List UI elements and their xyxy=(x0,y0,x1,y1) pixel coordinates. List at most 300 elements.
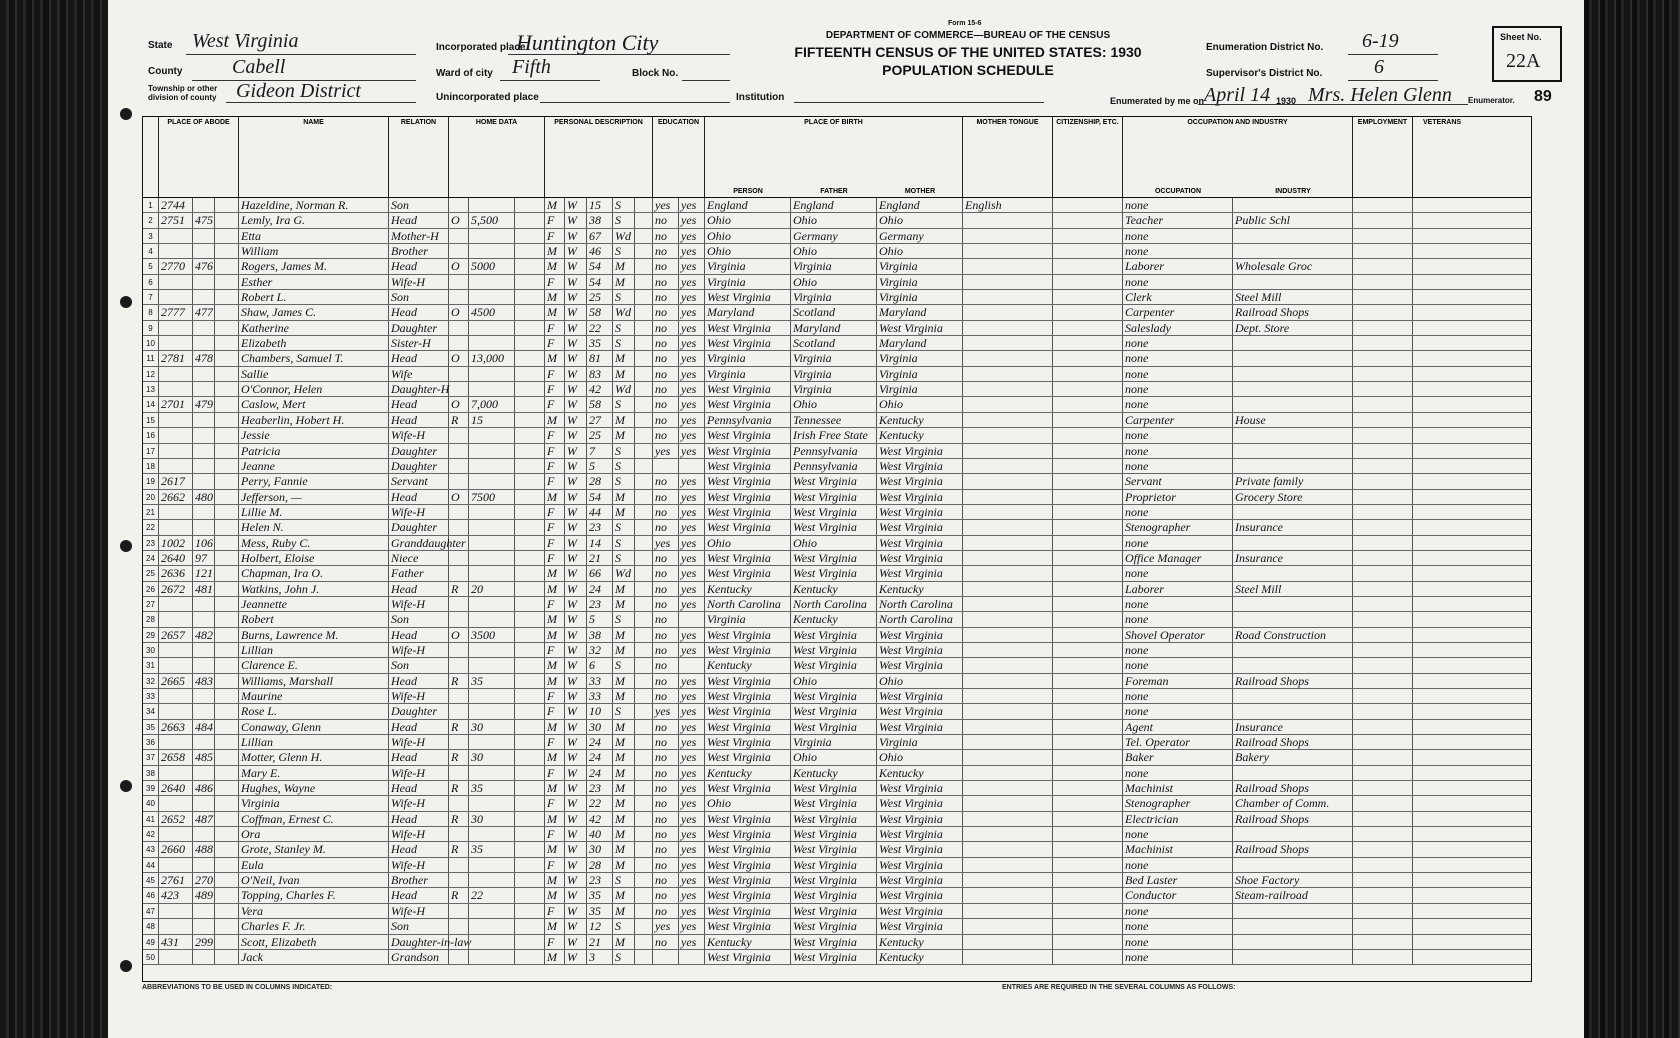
line-number: 23 xyxy=(143,536,159,550)
birthplace-mother: West Virginia xyxy=(877,858,963,872)
house-number: 423 xyxy=(159,888,193,902)
line-number: 41 xyxy=(143,812,159,826)
school: yes xyxy=(653,444,679,458)
birthplace-person: West Virginia xyxy=(705,520,791,534)
relation: Wife-H xyxy=(389,735,449,749)
employment xyxy=(1353,520,1413,534)
relation: Wife-H xyxy=(389,689,449,703)
ward-label: Ward of city xyxy=(436,68,493,79)
house-number xyxy=(159,275,193,289)
supervisor-value: 6 xyxy=(1374,56,1384,78)
table-row xyxy=(143,720,1531,735)
home-value: 20 xyxy=(469,582,515,596)
dwelling-order xyxy=(215,689,239,703)
school: no xyxy=(653,566,679,580)
family-number xyxy=(193,505,215,519)
age: 42 xyxy=(587,382,613,396)
veteran xyxy=(1413,490,1471,504)
table-row xyxy=(143,351,1531,366)
table-row xyxy=(143,827,1531,842)
veteran xyxy=(1413,597,1471,611)
sex: F xyxy=(545,597,565,611)
home-owned xyxy=(449,367,469,381)
home-owned xyxy=(449,796,469,810)
employment xyxy=(1353,612,1413,626)
col-industry: INDUSTRY xyxy=(1275,188,1311,195)
county-label: County xyxy=(148,66,183,77)
dwelling-order xyxy=(215,766,239,780)
house-number: 1002 xyxy=(159,536,193,550)
table-row xyxy=(143,305,1531,320)
occupation: Foreman xyxy=(1123,674,1233,688)
table-row xyxy=(143,643,1531,658)
age: 40 xyxy=(587,827,613,841)
school: no xyxy=(653,858,679,872)
sex: F xyxy=(545,704,565,718)
dwelling-order xyxy=(215,643,239,657)
dwelling-order xyxy=(215,888,239,902)
school: no xyxy=(653,397,679,411)
table-row xyxy=(143,413,1531,428)
person-name: Jefferson, — xyxy=(239,490,389,504)
mother-tongue xyxy=(963,367,1053,381)
birthplace-father: England xyxy=(791,198,877,212)
line-number: 21 xyxy=(143,505,159,519)
dwelling-order xyxy=(215,351,239,365)
family-number xyxy=(193,766,215,780)
line-number: 8 xyxy=(143,305,159,319)
can-read: yes xyxy=(679,428,705,442)
marital-status: S xyxy=(613,290,635,304)
can-read: yes xyxy=(679,643,705,657)
industry: Railroad Shops xyxy=(1233,674,1353,688)
line-number: 46 xyxy=(143,888,159,902)
home-value xyxy=(469,321,515,335)
can-read: yes xyxy=(679,259,705,273)
township-value: Gideon District xyxy=(236,80,361,102)
veteran xyxy=(1413,397,1471,411)
birthplace-mother: Ohio xyxy=(877,750,963,764)
line-number: 2 xyxy=(143,213,159,227)
birthplace-person: West Virginia xyxy=(705,459,791,473)
county-value: Cabell xyxy=(232,56,286,78)
table-row xyxy=(143,505,1531,520)
mother-tongue xyxy=(963,858,1053,872)
person-name: Lillian xyxy=(239,735,389,749)
home-owned xyxy=(449,505,469,519)
birthplace-person: West Virginia xyxy=(705,505,791,519)
mother-tongue xyxy=(963,919,1053,933)
house-number xyxy=(159,597,193,611)
table-row xyxy=(143,674,1531,689)
age: 27 xyxy=(587,413,613,427)
veteran xyxy=(1413,735,1471,749)
home-value: 5000 xyxy=(469,259,515,273)
sex: F xyxy=(545,336,565,350)
birthplace-person: West Virginia xyxy=(705,382,791,396)
sex: M xyxy=(545,413,565,427)
can-read xyxy=(679,612,705,626)
employment xyxy=(1353,321,1413,335)
birthplace-person: West Virginia xyxy=(705,643,791,657)
veteran xyxy=(1413,643,1471,657)
age: 42 xyxy=(587,812,613,826)
can-read: yes xyxy=(679,229,705,243)
birthplace-father: West Virginia xyxy=(791,812,877,826)
house-number: 2652 xyxy=(159,812,193,826)
entries-title: ENTRIES ARE REQUIRED IN THE SEVERAL COLUMNS AS FOLLOWS: xyxy=(1002,984,1236,991)
abbrev-title: ABBREVIATIONS TO BE USED IN COLUMNS INDICATED: xyxy=(142,984,333,991)
home-value: 35 xyxy=(469,674,515,688)
birthplace-person: Pennsylvania xyxy=(705,413,791,427)
house-number xyxy=(159,704,193,718)
age-married xyxy=(635,474,653,488)
family-number: 485 xyxy=(195,750,213,765)
table-row xyxy=(143,704,1531,719)
relation: Head xyxy=(389,750,449,764)
house-number xyxy=(159,735,193,749)
home-owned: O xyxy=(449,351,469,365)
line-number: 37 xyxy=(143,750,159,764)
veteran xyxy=(1413,796,1471,810)
marital-status: M xyxy=(613,275,635,289)
punch-hole xyxy=(120,296,132,308)
occupation: none xyxy=(1123,444,1233,458)
person-name: Maurine xyxy=(239,689,389,703)
can-read: yes xyxy=(679,796,705,810)
dwelling-order xyxy=(215,704,239,718)
sex: M xyxy=(545,720,565,734)
industry xyxy=(1233,397,1353,411)
industry: Grocery Store xyxy=(1233,490,1353,504)
age-married xyxy=(635,490,653,504)
marital-status: S xyxy=(613,321,635,335)
person-name: Jeannette xyxy=(239,597,389,611)
mother-tongue xyxy=(963,888,1053,902)
age-married xyxy=(635,643,653,657)
age: 5 xyxy=(587,459,613,473)
relation: Wife-H xyxy=(389,796,449,810)
can-read: yes xyxy=(679,566,705,580)
school: no xyxy=(653,505,679,519)
home-owned: O xyxy=(449,259,469,273)
home-owned xyxy=(449,474,469,488)
family-number: 476 xyxy=(195,259,213,274)
veteran xyxy=(1413,827,1471,841)
table-row xyxy=(143,597,1531,612)
home-owned xyxy=(449,536,469,550)
birthplace-person: West Virginia xyxy=(705,812,791,826)
age-married xyxy=(635,290,653,304)
industry xyxy=(1233,244,1353,258)
citizenship xyxy=(1053,689,1123,703)
table-row xyxy=(143,735,1531,750)
veteran xyxy=(1413,428,1471,442)
home-owned: R xyxy=(449,674,469,688)
birthplace-mother: West Virginia xyxy=(877,459,963,473)
sex: F xyxy=(545,397,565,411)
can-read: yes xyxy=(679,551,705,565)
dwelling-order xyxy=(215,428,239,442)
marital-status: M xyxy=(613,259,635,273)
home-owned xyxy=(449,950,469,964)
relation: Brother xyxy=(389,244,449,258)
family-number xyxy=(193,413,215,427)
home-value: 30 xyxy=(469,720,515,734)
sex: F xyxy=(545,520,565,534)
birthplace-mother: Kentucky xyxy=(877,413,963,427)
mother-tongue xyxy=(963,244,1053,258)
relation: Head xyxy=(389,213,449,227)
home-owned: R xyxy=(449,720,469,734)
school: no xyxy=(653,888,679,902)
home-value xyxy=(469,919,515,933)
mother-tongue xyxy=(963,796,1053,810)
relation: Head xyxy=(389,413,449,427)
person-name: Shaw, James C. xyxy=(239,305,389,319)
birthplace-father: West Virginia xyxy=(791,628,877,642)
birthplace-father: Ohio xyxy=(791,244,877,258)
age: 33 xyxy=(587,689,613,703)
house-number: 2636 xyxy=(159,566,193,580)
age-married xyxy=(635,428,653,442)
birthplace-father: Maryland xyxy=(791,321,877,335)
enumerator-name: Mrs. Helen Glenn xyxy=(1308,84,1452,106)
family-number xyxy=(193,950,215,964)
dwelling-order xyxy=(215,397,239,411)
veteran xyxy=(1413,305,1471,319)
age-married xyxy=(635,735,653,749)
age-married xyxy=(635,858,653,872)
birthplace-mother: Virginia xyxy=(877,259,963,273)
age-married xyxy=(635,704,653,718)
home-owned: O xyxy=(449,305,469,319)
birthplace-person: West Virginia xyxy=(705,858,791,872)
home-owned xyxy=(449,935,469,949)
line-number: 33 xyxy=(143,689,159,703)
relation: Head xyxy=(389,842,449,856)
table-row xyxy=(143,244,1531,259)
occupation: none xyxy=(1123,428,1233,442)
table-row xyxy=(143,397,1531,412)
home-radio xyxy=(515,674,545,688)
person-name: Watkins, John J. xyxy=(239,582,389,596)
house-number xyxy=(159,858,193,872)
citizenship xyxy=(1053,259,1123,273)
dwelling-order xyxy=(215,674,239,688)
dwelling-order xyxy=(215,842,239,856)
sex: F xyxy=(545,643,565,657)
race: W xyxy=(565,444,587,458)
citizenship xyxy=(1053,858,1123,872)
home-radio xyxy=(515,566,545,580)
line-number: 26 xyxy=(143,582,159,596)
table-row xyxy=(143,259,1531,274)
birthplace-mother: West Virginia xyxy=(877,505,963,519)
marital-status: S xyxy=(613,704,635,718)
table-row xyxy=(143,490,1531,505)
relation: Head xyxy=(389,888,449,902)
citizenship xyxy=(1053,536,1123,550)
mother-tongue xyxy=(963,382,1053,396)
person-name: Rogers, James M. xyxy=(239,259,389,273)
age: 83 xyxy=(587,367,613,381)
employment xyxy=(1353,689,1413,703)
mother-tongue xyxy=(963,904,1053,918)
line-number: 13 xyxy=(143,382,159,396)
birthplace-person: Virginia xyxy=(705,367,791,381)
veteran xyxy=(1413,275,1471,289)
home-value xyxy=(469,536,515,550)
home-owned xyxy=(449,290,469,304)
employment xyxy=(1353,444,1413,458)
home-owned xyxy=(449,612,469,626)
age: 35 xyxy=(587,336,613,350)
can-read: yes xyxy=(679,397,705,411)
birthplace-person: North Carolina xyxy=(705,597,791,611)
age-married xyxy=(635,275,653,289)
mother-tongue xyxy=(963,305,1053,319)
industry xyxy=(1233,827,1353,841)
age: 24 xyxy=(587,750,613,764)
birthplace-mother: Germany xyxy=(877,229,963,243)
family-number: 299 xyxy=(195,934,213,949)
industry: Insurance xyxy=(1233,551,1353,565)
school: no xyxy=(653,643,679,657)
employment xyxy=(1353,935,1413,949)
employment xyxy=(1353,781,1413,795)
marital-status: M xyxy=(613,505,635,519)
employment xyxy=(1353,858,1413,872)
table-row xyxy=(143,520,1531,535)
school: no xyxy=(653,290,679,304)
sex: F xyxy=(545,382,565,396)
age-married xyxy=(635,367,653,381)
age: 10 xyxy=(587,704,613,718)
enumerated-date: April 14 xyxy=(1204,84,1271,106)
race: W xyxy=(565,812,587,826)
supervisor-label: Supervisor's District No. xyxy=(1206,68,1323,79)
home-value xyxy=(469,796,515,810)
can-read: yes xyxy=(679,382,705,396)
industry: Shoe Factory xyxy=(1233,873,1353,887)
table-row xyxy=(143,812,1531,827)
age: 28 xyxy=(587,474,613,488)
family-number xyxy=(193,382,215,396)
age-married xyxy=(635,950,653,964)
family-number xyxy=(193,704,215,718)
industry: Chamber of Comm. xyxy=(1233,796,1353,810)
school: no xyxy=(653,490,679,504)
birthplace-person: West Virginia xyxy=(705,428,791,442)
home-radio xyxy=(515,735,545,749)
home-radio xyxy=(515,888,545,902)
form-number: Form 15-6 xyxy=(948,20,982,27)
school: no xyxy=(653,796,679,810)
home-radio xyxy=(515,213,545,227)
marital-status: S xyxy=(613,336,635,350)
line-number: 40 xyxy=(143,796,159,810)
marital-status: S xyxy=(613,459,635,473)
age-married xyxy=(635,551,653,565)
birthplace-person: West Virginia xyxy=(705,704,791,718)
race: W xyxy=(565,597,587,611)
home-value xyxy=(469,858,515,872)
home-owned xyxy=(449,428,469,442)
occupation: none xyxy=(1123,950,1233,964)
person-name: Chapman, Ira O. xyxy=(239,566,389,580)
citizenship xyxy=(1053,842,1123,856)
table-row xyxy=(143,275,1531,290)
line-number: 47 xyxy=(143,904,159,918)
birthplace-person: West Virginia xyxy=(705,397,791,411)
birthplace-father: West Virginia xyxy=(791,474,877,488)
census-title: FIFTEENTH CENSUS OF THE UNITED STATES: 1930 xyxy=(794,44,1142,60)
veteran xyxy=(1413,413,1471,427)
family-number: 482 xyxy=(195,627,213,642)
home-owned: R xyxy=(449,842,469,856)
can-read: yes xyxy=(679,904,705,918)
line-number: 18 xyxy=(143,459,159,473)
birthplace-mother: West Virginia xyxy=(877,904,963,918)
punch-hole xyxy=(120,960,132,972)
mother-tongue xyxy=(963,720,1053,734)
birthplace-father: Kentucky xyxy=(791,766,877,780)
age: 14 xyxy=(587,536,613,550)
sex: M xyxy=(545,919,565,933)
dwelling-order xyxy=(215,919,239,933)
birthplace-person: West Virginia xyxy=(705,873,791,887)
birthplace-mother: West Virginia xyxy=(877,520,963,534)
citizenship xyxy=(1053,459,1123,473)
birthplace-mother: England xyxy=(877,198,963,212)
citizenship xyxy=(1053,674,1123,688)
birthplace-person: West Virginia xyxy=(705,628,791,642)
col-father: FATHER xyxy=(820,188,848,195)
marital-status: S xyxy=(613,474,635,488)
race: W xyxy=(565,490,587,504)
birthplace-mother: West Virginia xyxy=(877,551,963,565)
occupation: Servant xyxy=(1123,474,1233,488)
marital-status: M xyxy=(613,812,635,826)
age: 54 xyxy=(587,275,613,289)
industry: Insurance xyxy=(1233,720,1353,734)
employment xyxy=(1353,812,1413,826)
family-number xyxy=(193,658,215,672)
mother-tongue xyxy=(963,505,1053,519)
house-number: 2665 xyxy=(159,674,193,688)
can-read: yes xyxy=(679,842,705,856)
can-read: yes xyxy=(679,444,705,458)
mother-tongue xyxy=(963,781,1053,795)
birthplace-mother: Virginia xyxy=(877,351,963,365)
family-number: 481 xyxy=(195,581,213,596)
school: yes xyxy=(653,536,679,550)
school: no xyxy=(653,842,679,856)
citizenship xyxy=(1053,275,1123,289)
employment xyxy=(1353,919,1413,933)
table-row xyxy=(143,888,1531,903)
dwelling-order xyxy=(215,781,239,795)
dwelling-order xyxy=(215,858,239,872)
age: 23 xyxy=(587,873,613,887)
age-married xyxy=(635,888,653,902)
industry: Steam-railroad xyxy=(1233,888,1353,902)
race: W xyxy=(565,689,587,703)
relation: Head xyxy=(389,351,449,365)
veteran xyxy=(1413,582,1471,596)
birthplace-mother: West Virginia xyxy=(877,658,963,672)
